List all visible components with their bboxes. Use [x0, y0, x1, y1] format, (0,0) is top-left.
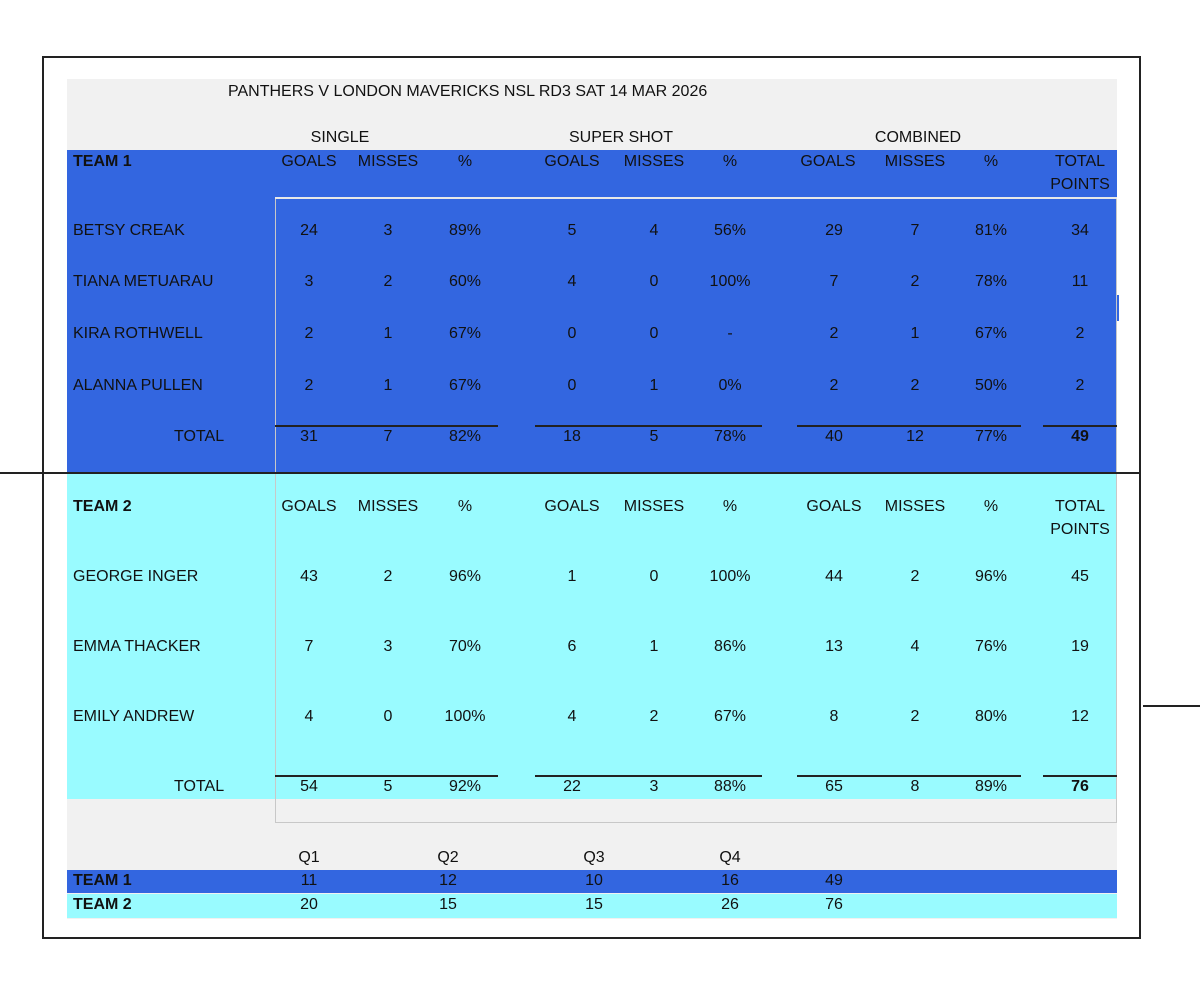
team1-total-cell: 49 — [1071, 428, 1089, 445]
team2-total-rule — [797, 775, 1021, 777]
team1-total-cell: 18 — [563, 428, 581, 445]
group-header-2: COMBINED — [874, 129, 962, 146]
team2-cell: 80% — [974, 708, 1008, 725]
team1-total-rule — [1043, 425, 1117, 427]
team2-points-header: POINTS — [1050, 521, 1110, 538]
team1-total-cell: 77% — [974, 428, 1008, 445]
team1-cell: 0 — [649, 325, 659, 342]
team1-cell: 0 — [567, 325, 577, 342]
team1-total-cell: 5 — [649, 428, 659, 445]
team2-cell: 4 — [304, 708, 314, 725]
team1-cell: 3 — [383, 222, 393, 239]
quarter-cell: 20 — [300, 896, 318, 913]
team2-cell: 3 — [383, 638, 393, 655]
team2-cell: 43 — [300, 568, 318, 585]
team1-cell: 2 — [383, 273, 393, 290]
team1-cell: 1 — [910, 325, 920, 342]
team1-total-rule — [275, 425, 498, 427]
team1-cell: 34 — [1071, 222, 1089, 239]
team2-total-cell: 65 — [825, 778, 843, 795]
team1-total-header: TOTAL — [1054, 153, 1106, 170]
team1-label: TEAM 1 — [73, 153, 132, 170]
team1-col-header: % — [457, 153, 473, 170]
team2-cell: 1 — [649, 638, 659, 655]
team2-player-name: EMMA THACKER — [73, 638, 201, 655]
team2-total-cell: 5 — [383, 778, 393, 795]
side-line — [1143, 705, 1200, 707]
team1-cell: 67% — [448, 325, 482, 342]
team2-cell: 2 — [910, 568, 920, 585]
quarter-cell: 76 — [825, 896, 843, 913]
quarter-cell: 15 — [585, 896, 603, 913]
team2-total-cell: 22 — [563, 778, 581, 795]
team1-cell: 0 — [567, 377, 577, 394]
team2-label: TEAM 2 — [73, 498, 132, 515]
page-divider-line — [0, 472, 1141, 474]
team1-cell: 2 — [910, 377, 920, 394]
quarter-team-label: TEAM 1 — [73, 872, 132, 889]
team1-total-cell: 7 — [383, 428, 393, 445]
team2-cell: 45 — [1071, 568, 1089, 585]
team2-col-header: % — [457, 498, 473, 515]
team1-cell: 56% — [713, 222, 747, 239]
team2-cell: 8 — [829, 708, 839, 725]
team1-cell: 29 — [825, 222, 843, 239]
team1-cell: 50% — [974, 377, 1008, 394]
team1-cell: 2 — [1075, 377, 1085, 394]
team2-col-header: GOALS — [544, 498, 600, 515]
quarter-team-label: TEAM 2 — [73, 896, 132, 913]
team2-cell: 13 — [825, 638, 843, 655]
team2-cell: 4 — [910, 638, 920, 655]
team2-col-header: GOALS — [806, 498, 862, 515]
team2-cell: 12 — [1071, 708, 1089, 725]
team1-col-header: GOALS — [281, 153, 337, 170]
team2-cell: 2 — [649, 708, 659, 725]
team2-cell: 0 — [383, 708, 393, 725]
team1-cell: 7 — [829, 273, 839, 290]
team2-col-header: % — [722, 498, 738, 515]
team1-points-header: POINTS — [1050, 176, 1110, 193]
team2-col-header: MISSES — [357, 498, 419, 515]
quarter-cell: 49 — [825, 872, 843, 889]
team1-cell: 7 — [910, 222, 920, 239]
team1-col-header: % — [722, 153, 738, 170]
team1-cell: 5 — [567, 222, 577, 239]
team1-col-header: MISSES — [884, 153, 946, 170]
team2-col-header: GOALS — [281, 498, 337, 515]
team2-cell: 96% — [974, 568, 1008, 585]
team1-cell: 1 — [649, 377, 659, 394]
team2-cell: 4 — [567, 708, 577, 725]
quarter-header: Q1 — [298, 849, 320, 866]
team1-total-rule — [535, 425, 762, 427]
team1-header-rule — [275, 197, 1117, 199]
team1-player-name: ALANNA PULLEN — [73, 377, 203, 394]
team2-total-cell: 3 — [649, 778, 659, 795]
team2-total-rule — [535, 775, 762, 777]
team1-cell: 81% — [974, 222, 1008, 239]
team2-cell: 100% — [709, 568, 751, 585]
team1-player-name: KIRA ROTHWELL — [73, 325, 203, 342]
team2-cell: 19 — [1071, 638, 1089, 655]
team1-cell: 0% — [718, 377, 742, 394]
team1-cell: 0 — [649, 273, 659, 290]
group-header-0: SINGLE — [310, 129, 370, 146]
team1-cell: 89% — [448, 222, 482, 239]
team1-col-header: GOALS — [544, 153, 600, 170]
team2-total-cell: 92% — [448, 778, 482, 795]
team1-cell: 4 — [649, 222, 659, 239]
team1-cell: 67% — [448, 377, 482, 394]
team1-cell: 2 — [829, 377, 839, 394]
team2-total-cell: 88% — [713, 778, 747, 795]
team1-total-cell: 12 — [906, 428, 924, 445]
team1-cell: 100% — [709, 273, 751, 290]
quarter-cell: 12 — [439, 872, 457, 889]
team2-col-header: % — [983, 498, 999, 515]
team1-cell: 4 — [567, 273, 577, 290]
team1-total-rule — [797, 425, 1021, 427]
team1-player-name: TIANA METUARAU — [73, 273, 214, 290]
team2-cell: 86% — [713, 638, 747, 655]
team2-total-cell: 89% — [974, 778, 1008, 795]
quarter-cell: 11 — [300, 872, 318, 889]
team2-cell: 6 — [567, 638, 577, 655]
team1-cell: 2 — [829, 325, 839, 342]
team1-cell: 1 — [383, 377, 393, 394]
quarter-cell: 26 — [721, 896, 739, 913]
team1-cell: 1 — [383, 325, 393, 342]
team2-total-cell: 54 — [300, 778, 318, 795]
team1-cell: - — [727, 325, 733, 342]
team2-cell: 96% — [448, 568, 482, 585]
team2-total-rule — [1043, 775, 1117, 777]
team1-col-header: % — [983, 153, 999, 170]
team1-total-cell: 40 — [825, 428, 843, 445]
team2-total-cell: 76 — [1071, 778, 1089, 795]
quarter-header: Q2 — [437, 849, 459, 866]
team2-player-name: GEORGE INGER — [73, 568, 199, 585]
team1-col-header: MISSES — [357, 153, 419, 170]
team1-cell: 2 — [910, 273, 920, 290]
team2-cell: 2 — [383, 568, 393, 585]
team1-player-name: BETSY CREAK — [73, 222, 185, 239]
team2-col-header: MISSES — [623, 498, 685, 515]
team1-cell: 2 — [1075, 325, 1085, 342]
quarter-header: Q4 — [719, 849, 741, 866]
team2-total-header: TOTAL — [1054, 498, 1106, 515]
quarter-header: Q3 — [583, 849, 605, 866]
team2-cell: 7 — [304, 638, 314, 655]
quarter-cell: 16 — [721, 872, 739, 889]
team1-cell: 60% — [448, 273, 482, 290]
team1-cell: 78% — [974, 273, 1008, 290]
team2-cell: 100% — [444, 708, 486, 725]
team1-cell: 11 — [1071, 273, 1089, 290]
team1-total-cell: 31 — [300, 428, 318, 445]
team2-cell: 2 — [910, 708, 920, 725]
team1-cell: 2 — [304, 325, 314, 342]
team2-cell: 1 — [567, 568, 577, 585]
team2-total-cell: 8 — [910, 778, 920, 795]
team1-col-header: GOALS — [800, 153, 856, 170]
team1-col-header: MISSES — [623, 153, 685, 170]
team1-cell: 24 — [300, 222, 318, 239]
team2-cell: 67% — [713, 708, 747, 725]
team2-total-rule — [275, 775, 498, 777]
team2-cell: 76% — [974, 638, 1008, 655]
team1-total-label: TOTAL — [174, 428, 225, 445]
team1-total-cell: 82% — [448, 428, 482, 445]
team2-total-label: TOTAL — [174, 778, 225, 795]
team2-cell: 0 — [649, 568, 659, 585]
team1-total-cell: 78% — [713, 428, 747, 445]
quarter-cell: 10 — [585, 872, 603, 889]
team1-cell: 67% — [974, 325, 1008, 342]
team2-cell: 70% — [448, 638, 482, 655]
team2-col-header: MISSES — [884, 498, 946, 515]
quarter-cell: 15 — [439, 896, 457, 913]
team2-cell: 44 — [825, 568, 843, 585]
team1-cell: 3 — [304, 273, 314, 290]
team2-player-name: EMILY ANDREW — [73, 708, 195, 725]
team1-cell: 2 — [304, 377, 314, 394]
group-header-1: SUPER SHOT — [568, 129, 674, 146]
page-title: PANTHERS V LONDON MAVERICKS NSL RD3 SAT 14 MAR 2026 — [228, 83, 708, 100]
